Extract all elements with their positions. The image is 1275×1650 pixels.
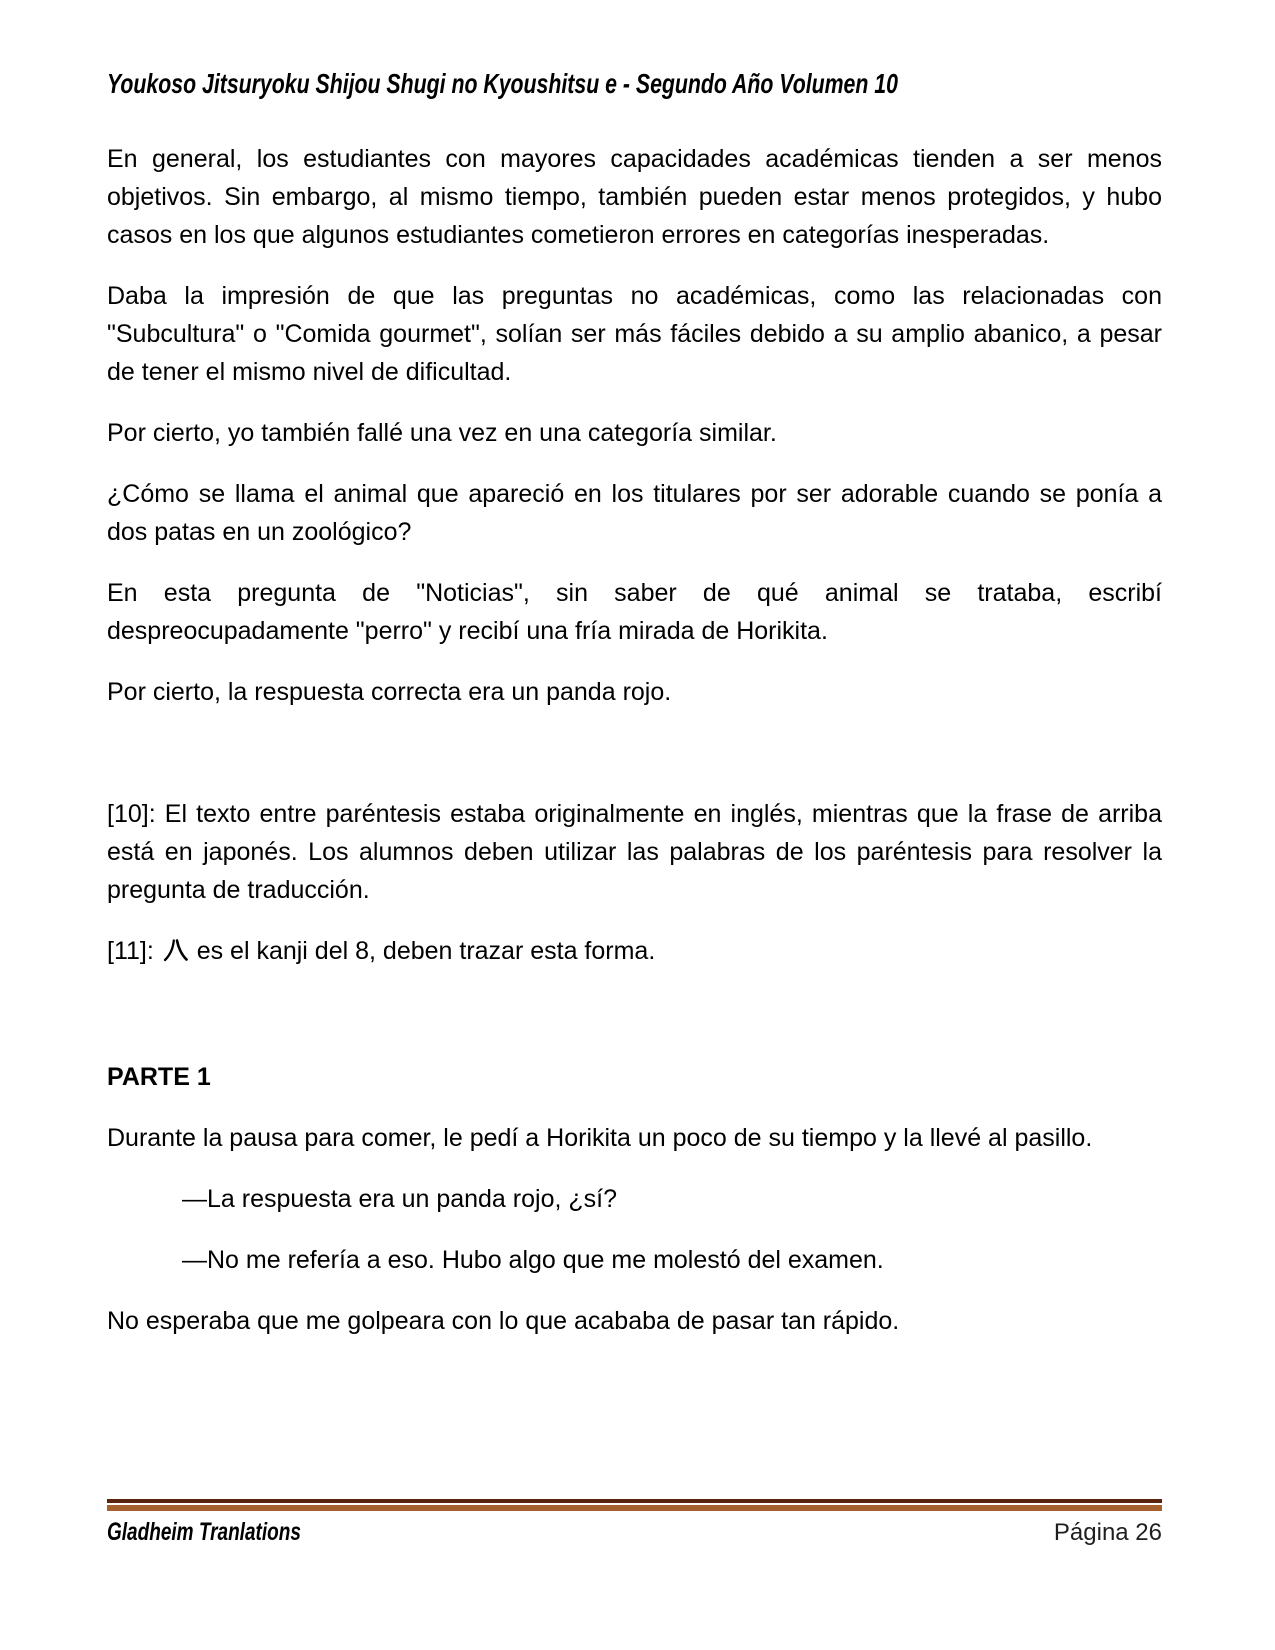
dialog-line: —No me refería a eso. Hubo algo que me molestó del examen. — [182, 1246, 884, 1274]
paragraph: No esperaba que me golpeara con lo que acababa de pasar tan rápido. — [107, 1307, 900, 1335]
note-11-prefix: [11]: — [107, 937, 161, 965]
blank-line — [107, 734, 1162, 772]
footer-translator-credit-text: Gladheim Tranlations — [107, 1518, 301, 1546]
note-11-suffix: es el kanji del 8, deben trazar esta forma. — [189, 937, 656, 965]
paragraph: Por cierto, yo también fallé una vez en una categoría similar. — [107, 419, 777, 447]
document-body — [107, 140, 1162, 1363]
page-number: Página 26 — [1053, 1519, 1162, 1546]
dialog-line: —La respuesta era un panda rojo, ¿sí? — [182, 1185, 617, 1213]
kanji-eight-icon — [163, 936, 188, 974]
paragraph: En esta pregunta de "Noticias", sin saber de qué animal se trataba, escribí despreocupadamente "perro" y recibí una fría mirada de Horikita. — [107, 579, 1162, 645]
paragraph: Daba la impresión de que las preguntas no académicas, como las relacionadas con "Subcultura" o "Comida gourmet", solían ser más fáciles debido a su amplio abanico, a pesar de tener el mismo nivel de dificultad. — [107, 282, 1162, 386]
blank-line — [107, 997, 1162, 1035]
page-header — [107, 68, 1162, 100]
paragraph: Durante la pausa para comer, le pedí a Horikita un poco de su tiempo y la llevé al pasillo. — [107, 1124, 1093, 1152]
paragraph: Por cierto, la respuesta correcta era un panda rojo. — [107, 678, 672, 706]
paragraph: En general, los estudiantes con mayores capacidades académicas tienden a ser menos objetivos. Sin embargo, al mismo tiempo, también pueden estar menos protegidos, y hubo casos en los que algunos estudiantes cometieron errores en categorías inesperadas. — [107, 145, 1162, 249]
section-heading-parte-1: PARTE 1 — [107, 1063, 211, 1091]
footer-text-row — [107, 1518, 1162, 1547]
footer-rule-light — [107, 1505, 1162, 1511]
page-footer — [107, 1499, 1162, 1547]
translator-note-10: [10]: El texto entre paréntesis estaba originalmente en inglés, mientras que la frase de arriba está en japonés. Los alumnos deben utilizar las palabras de los paréntesis para resolver la pregunta de traducción. — [107, 800, 1162, 904]
translator-note-11 — [107, 932, 1162, 974]
footer-translator-credit — [107, 1518, 362, 1547]
header-title: Youkoso Jitsuryoku Shijou Shugi no Kyoushitsu e - Segundo Año Volumen 10 — [107, 68, 898, 99]
paragraph: ¿Cómo se llama el animal que apareció en los titulares por ser adorable cuando se ponía a dos patas en un zoológico? — [107, 480, 1162, 546]
